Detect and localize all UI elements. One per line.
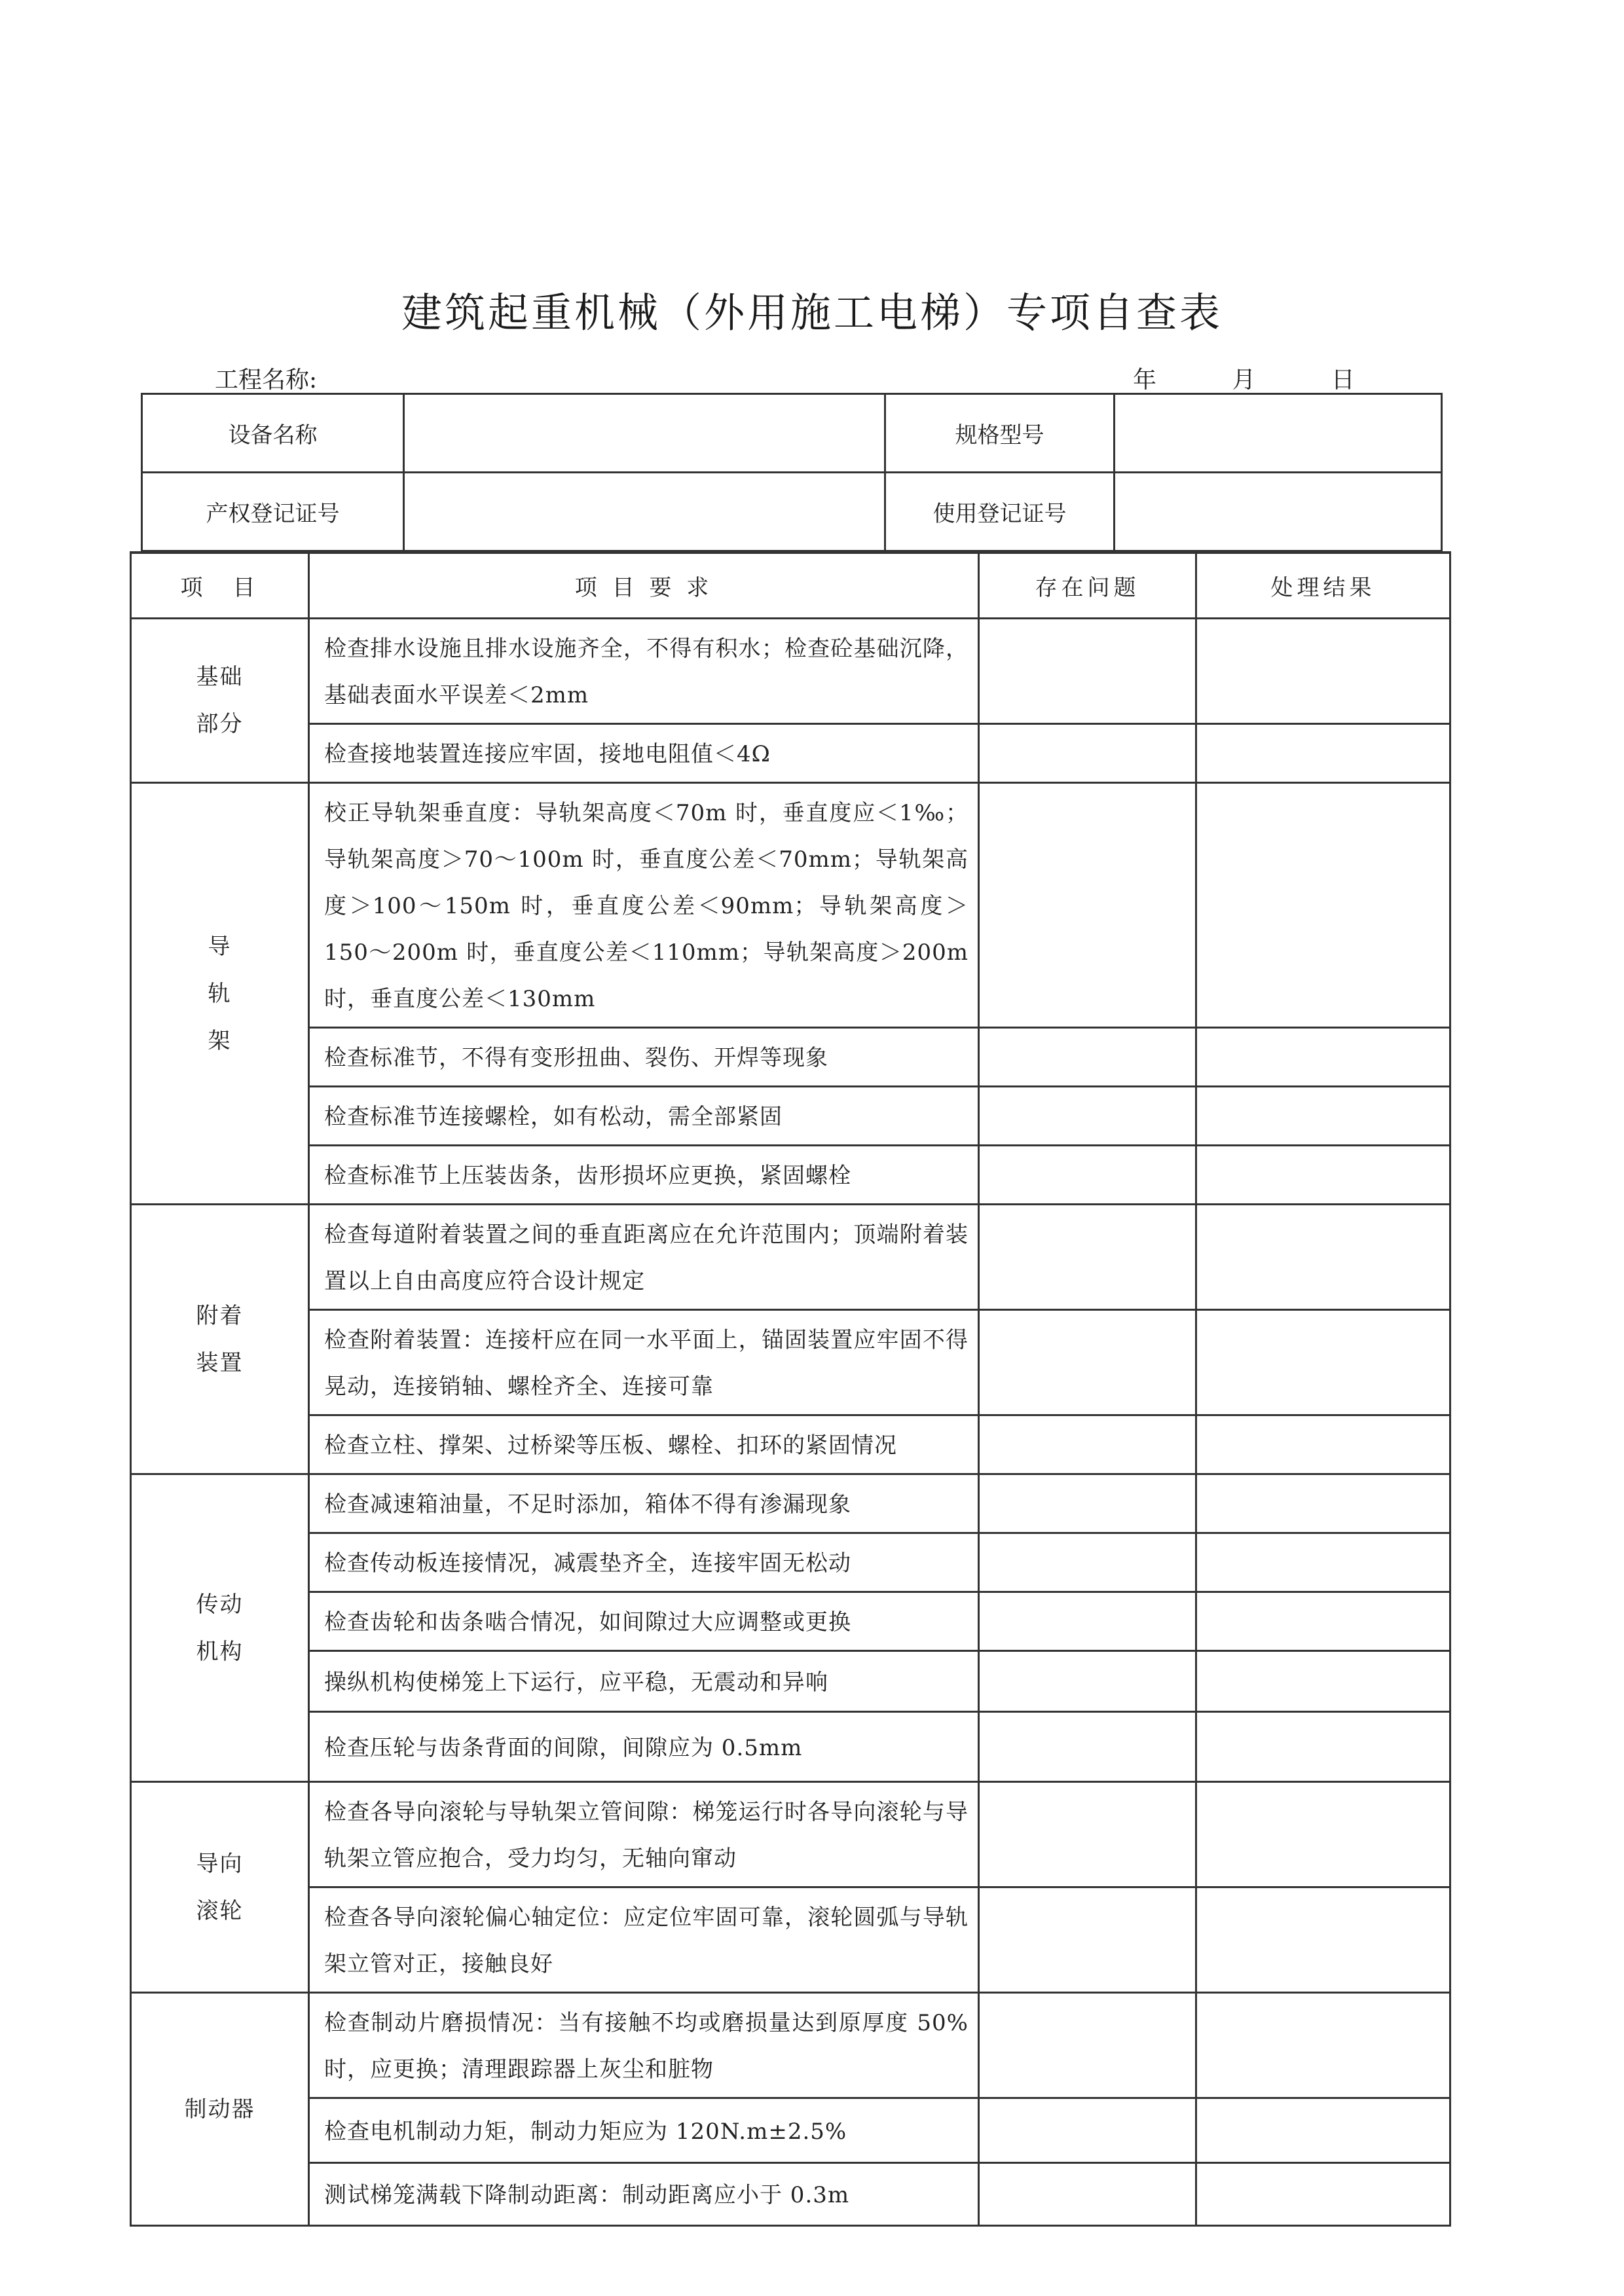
table-row <box>131 1087 1450 1146</box>
requirement-cell: 检查传动板连接情况，减震垫齐全，连接牢固无松动 <box>309 1533 979 1592</box>
requirement-cell: 检查各导向滚轮与导轨架立管间隙：梯笼运行时各导向滚轮与导轨架立管应抱合，受力均匀，无轴向窜动 <box>309 1782 979 1887</box>
problem-cell[interactable] <box>979 2163 1196 2226</box>
category-label: 导向 <box>196 1850 244 1877</box>
result-cell[interactable] <box>1196 1146 1450 1205</box>
result-cell[interactable] <box>1196 1887 1450 1993</box>
table-row <box>131 1415 1450 1474</box>
result-cell[interactable] <box>1196 1712 1450 1782</box>
header-result: 处理结果 <box>1196 553 1450 619</box>
table-row <box>131 1533 1450 1592</box>
requirement-cell: 检查标准节连接螺栓，如有松动，需全部紧固 <box>309 1087 979 1146</box>
category-cell <box>131 619 309 783</box>
requirement-cell: 检查每道附着装置之间的垂直距离应在允许范围内；顶端附着装置以上自由高度应符合设计规定 <box>309 1205 979 1310</box>
requirement-cell: 检查各导向滚轮偏心轴定位：应定位牢固可靠，滚轮圆弧与导轨架立管对正，接触良好 <box>309 1887 979 1993</box>
category-cell <box>131 1782 309 1993</box>
problem-cell[interactable] <box>979 724 1196 783</box>
header-item: 项 目 <box>131 553 309 619</box>
result-cell[interactable] <box>1196 2163 1450 2226</box>
category-label: 部分 <box>196 711 244 737</box>
category-label: 架 <box>208 1027 232 1054</box>
problem-cell[interactable] <box>979 619 1196 724</box>
requirement-cell: 检查齿轮和齿条啮合情况，如间隙过大应调整或更换 <box>309 1592 979 1651</box>
requirement-cell: 检查标准节上压装齿条，齿形损坏应更换，紧固螺栓 <box>309 1146 979 1205</box>
equipment-info-table <box>141 393 1443 552</box>
requirement-cell: 检查标准节，不得有变形扭曲、裂伤、开焊等现象 <box>309 1028 979 1087</box>
table-row <box>131 1651 1450 1712</box>
problem-cell[interactable] <box>979 1415 1196 1474</box>
requirement-cell: 检查电机制动力矩，制动力矩应为 120N.m±2.5% <box>309 2098 979 2163</box>
result-cell[interactable] <box>1196 2098 1450 2163</box>
requirement-cell: 检查制动片磨损情况：当有接触不均或磨损量达到原厚度 50%时，应更换；清理跟踪器上灰尘和脏物 <box>309 1993 979 2098</box>
property-registration-label: 产权登记证号 <box>142 473 404 551</box>
table-header-row <box>131 553 1450 619</box>
result-cell[interactable] <box>1196 1993 1450 2098</box>
table-row <box>131 783 1450 1028</box>
table-row <box>131 2098 1450 2163</box>
problem-cell[interactable] <box>979 1028 1196 1087</box>
use-registration-label: 使用登记证号 <box>885 473 1115 551</box>
requirement-cell: 检查立柱、撑架、过桥梁等压板、螺栓、扣环的紧固情况 <box>309 1415 979 1474</box>
problem-cell[interactable] <box>979 1712 1196 1782</box>
category-label: 传动 <box>196 1591 244 1618</box>
result-cell[interactable] <box>1196 1782 1450 1887</box>
result-cell[interactable] <box>1196 783 1450 1028</box>
table-row <box>131 1028 1450 1087</box>
table-row <box>131 724 1450 783</box>
equipment-name-label: 设备名称 <box>142 394 404 473</box>
category-label: 导 <box>208 933 232 960</box>
problem-cell[interactable] <box>979 783 1196 1028</box>
category-cell <box>131 1205 309 1474</box>
table-row <box>131 1782 1450 1887</box>
result-cell[interactable] <box>1196 1087 1450 1146</box>
table-row <box>131 2163 1450 2226</box>
inspection-checklist-table <box>130 551 1451 2227</box>
use-registration-field[interactable] <box>1115 473 1442 551</box>
table-row <box>131 1993 1450 2098</box>
table-row <box>131 1310 1450 1415</box>
header-requirement: 项 目 要 求 <box>309 553 979 619</box>
property-registration-field[interactable] <box>404 473 885 551</box>
table-row <box>131 1146 1450 1205</box>
table-row <box>131 1712 1450 1782</box>
page-title: 建筑起重机械（外用施工电梯）专项自查表 <box>401 289 1223 337</box>
table-row <box>131 1592 1450 1651</box>
requirement-cell: 检查压轮与齿条背面的间隙，间隙应为 0.5mm <box>309 1712 979 1782</box>
table-row <box>131 1205 1450 1310</box>
problem-cell[interactable] <box>979 1533 1196 1592</box>
requirement-cell: 检查附着装置：连接杆应在同一水平面上，锚固装置应牢固不得晃动，连接销轴、螺栓齐全、连接可靠 <box>309 1310 979 1415</box>
info-row-registration <box>142 473 1442 551</box>
project-name-label: 工程名称: <box>215 367 318 393</box>
problem-cell[interactable] <box>979 2098 1196 2163</box>
requirement-cell: 检查减速箱油量，不足时添加，箱体不得有渗漏现象 <box>309 1474 979 1533</box>
requirement-cell: 操纵机构使梯笼上下运行，应平稳，无震动和异响 <box>309 1651 979 1712</box>
result-cell[interactable] <box>1196 1205 1450 1310</box>
category-label: 轨 <box>208 980 232 1007</box>
problem-cell[interactable] <box>979 1651 1196 1712</box>
model-spec-field[interactable] <box>1115 394 1442 473</box>
problem-cell[interactable] <box>979 1474 1196 1533</box>
header-problem: 存在问题 <box>979 553 1196 619</box>
problem-cell[interactable] <box>979 1087 1196 1146</box>
result-cell[interactable] <box>1196 1028 1450 1087</box>
problem-cell[interactable] <box>979 1782 1196 1887</box>
result-cell[interactable] <box>1196 1474 1450 1533</box>
category-label: 装置 <box>196 1349 244 1376</box>
category-label: 附着 <box>196 1302 244 1329</box>
table-row <box>131 1887 1450 1993</box>
requirement-cell: 测试梯笼满载下降制动距离：制动距离应小于 0.3m <box>309 2163 979 2226</box>
problem-cell[interactable] <box>979 1887 1196 1993</box>
problem-cell[interactable] <box>979 1205 1196 1310</box>
table-row <box>131 1474 1450 1533</box>
result-cell[interactable] <box>1196 1533 1450 1592</box>
result-cell[interactable] <box>1196 724 1450 783</box>
category-cell <box>131 1474 309 1782</box>
problem-cell[interactable] <box>979 1592 1196 1651</box>
model-spec-label: 规格型号 <box>885 394 1115 473</box>
category-label: 基础 <box>196 664 244 690</box>
result-cell[interactable] <box>1196 1415 1450 1474</box>
requirement-cell: 检查排水设施且排水设施齐全，不得有积水；检查砼基础沉降，基础表面水平误差＜2mm <box>309 619 979 724</box>
equipment-name-field[interactable] <box>404 394 885 473</box>
date-label: 年 月 日 <box>1133 367 1389 393</box>
problem-cell[interactable] <box>979 1146 1196 1205</box>
result-cell[interactable] <box>1196 1592 1450 1651</box>
requirement-cell: 检查接地装置连接应牢固，接地电阻值＜4Ω <box>309 724 979 783</box>
result-cell[interactable] <box>1196 1310 1450 1415</box>
category-cell <box>131 783 309 1205</box>
category-label: 滚轮 <box>196 1897 244 1924</box>
info-row-equipment <box>142 394 1442 473</box>
category-cell <box>131 1993 309 2226</box>
category-label: 制动器 <box>184 2096 255 2123</box>
result-cell[interactable] <box>1196 619 1450 724</box>
requirement-cell: 校正导轨架垂直度：导轨架高度＜70m 时，垂直度应＜1‰；导轨架高度＞70～100m 时，垂直度公差＜70mm；导轨架高度＞100～150m 时，垂直度公差＜90mm；导轨架高度＞150～200m 时，垂直度公差＜110mm；导轨架高度＞200m 时，垂直度公差＜130mm <box>309 783 979 1028</box>
result-cell[interactable] <box>1196 1651 1450 1712</box>
category-label: 机构 <box>196 1638 244 1665</box>
problem-cell[interactable] <box>979 1310 1196 1415</box>
table-row <box>131 619 1450 724</box>
problem-cell[interactable] <box>979 1993 1196 2098</box>
